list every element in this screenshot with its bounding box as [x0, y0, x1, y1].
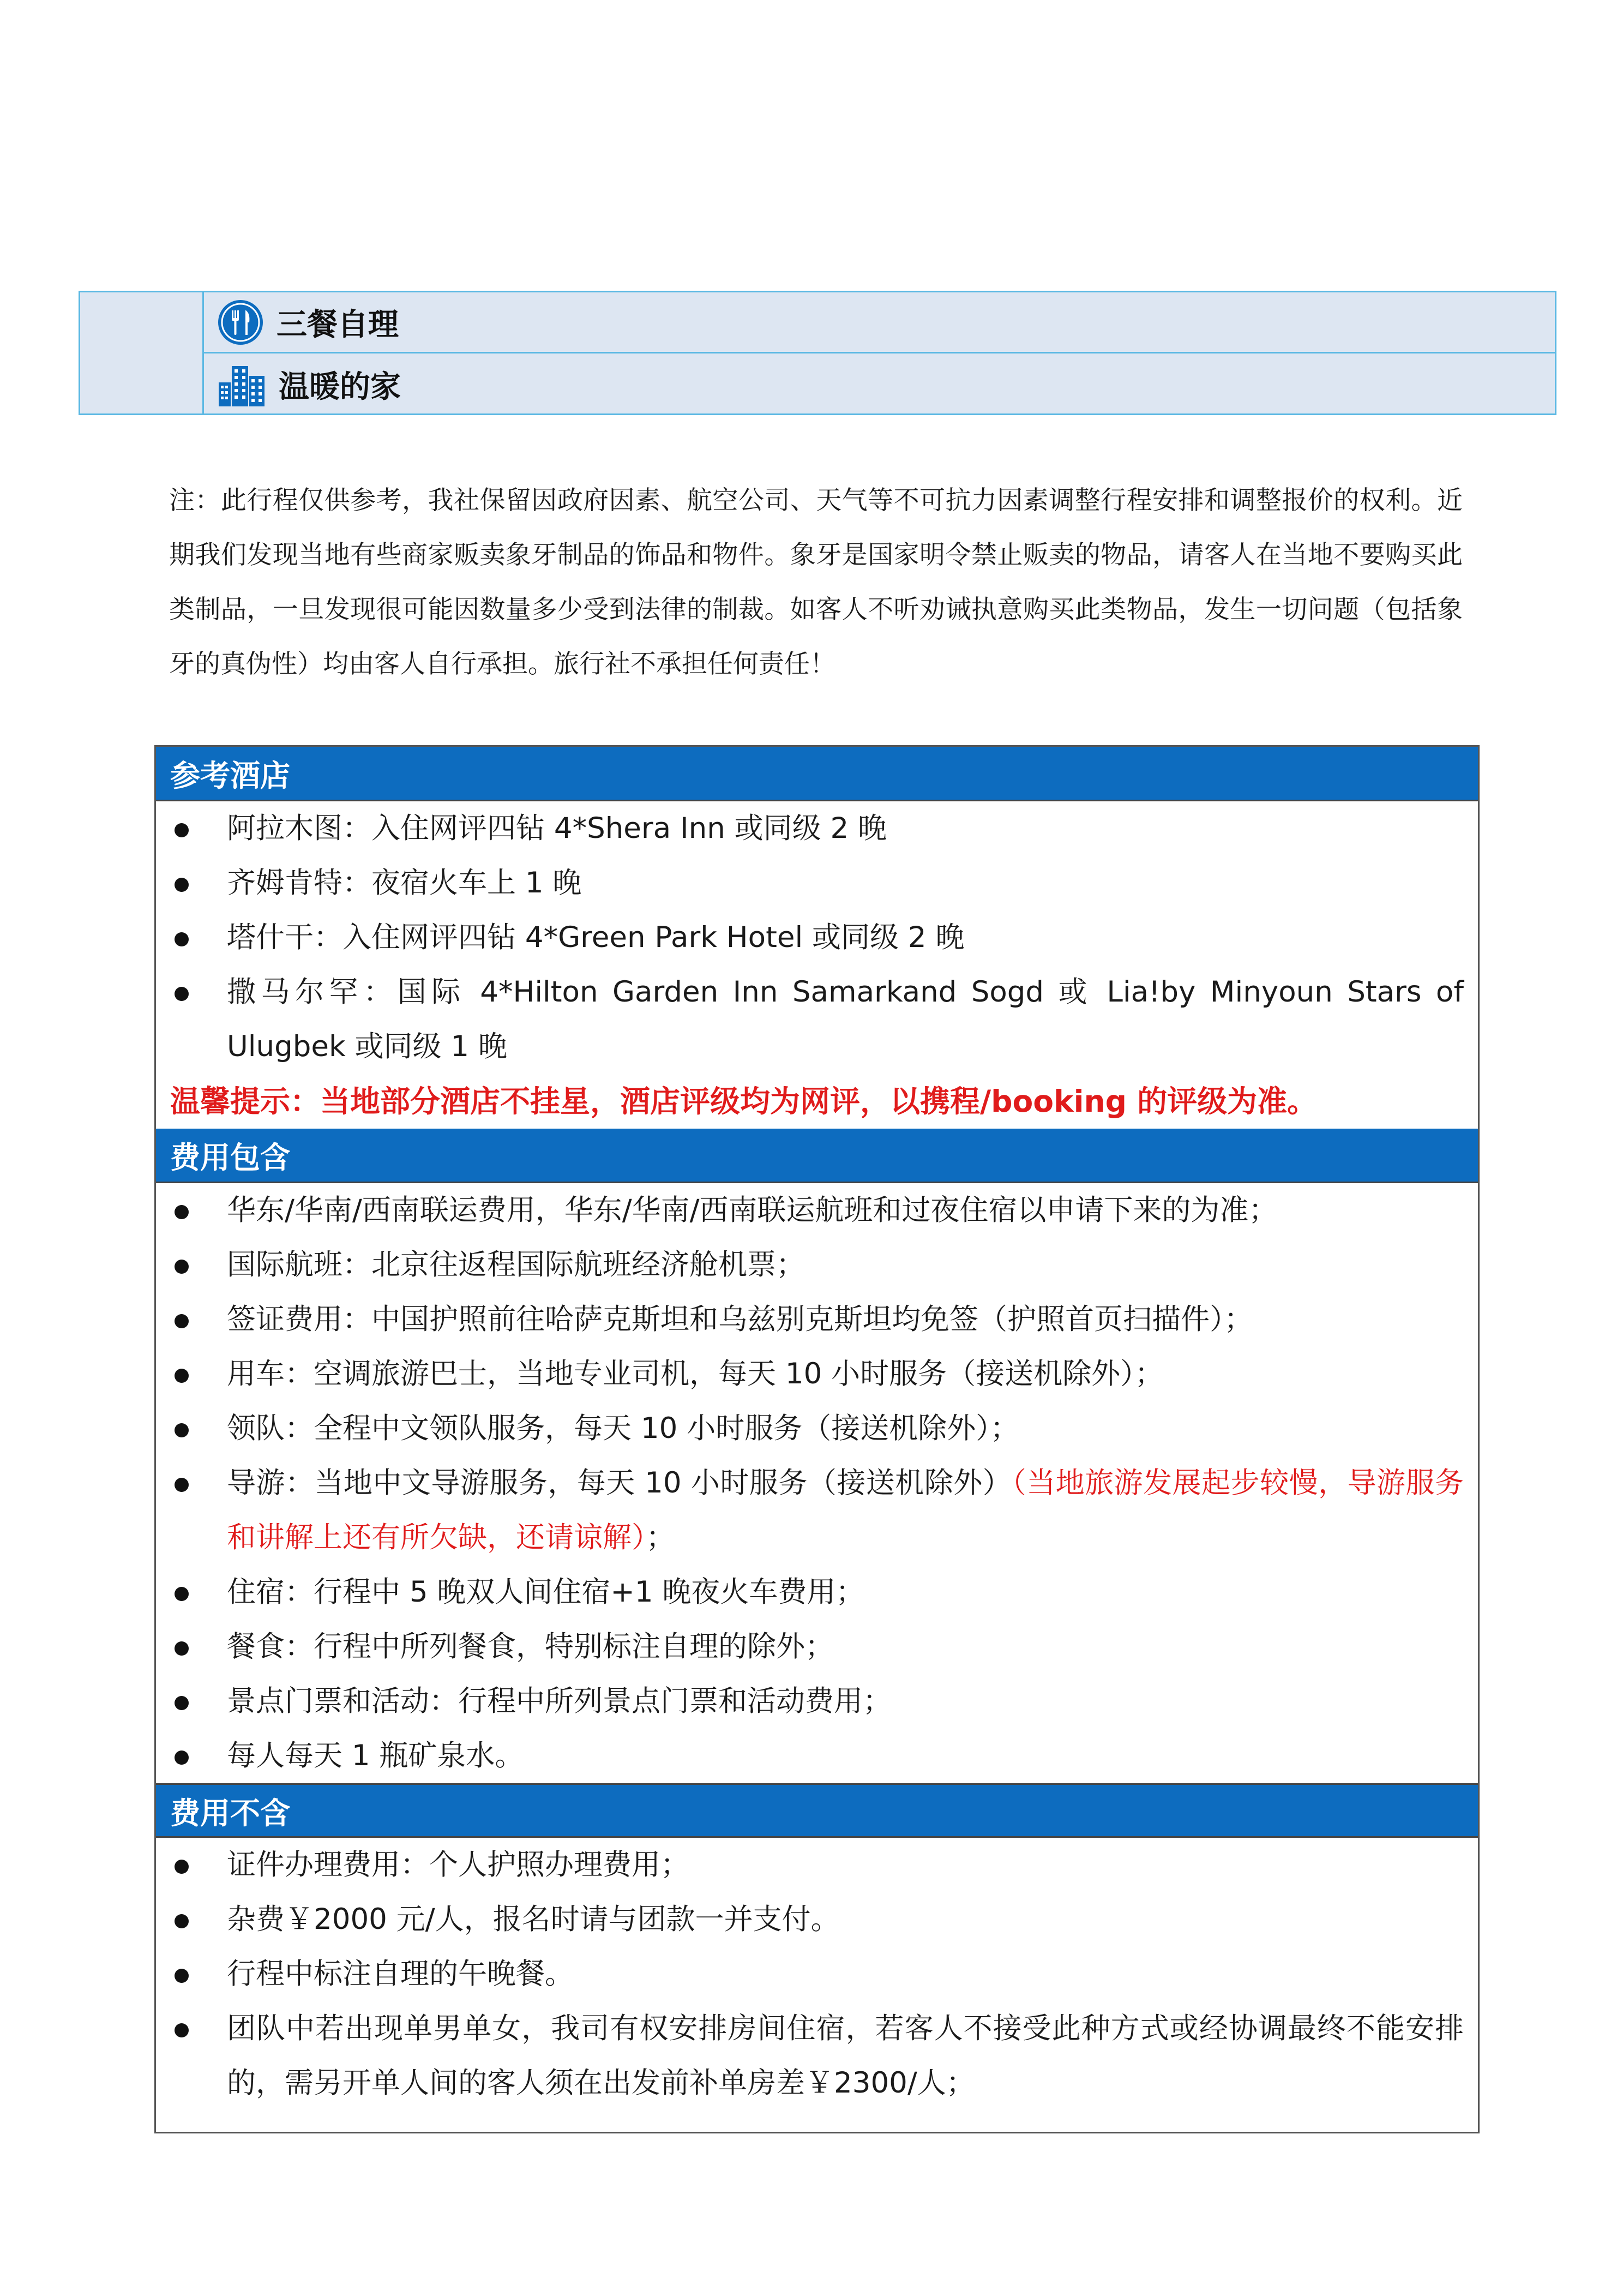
hotel-label: 温暖的家 [279, 369, 401, 405]
list-item-text: 阿拉木图：入住网评四钻 4*Shera Inn 或同级 2 晚 [227, 812, 887, 845]
list-item [156, 965, 1464, 1074]
list-item [156, 1292, 1464, 1347]
bullet-icon [175, 1369, 189, 1383]
list-item [156, 1729, 1464, 1783]
bullet-icon [175, 1478, 189, 1492]
list-item [156, 1947, 1464, 2001]
list-item [156, 910, 1464, 965]
bullet-icon [175, 878, 189, 892]
bullet-icon [175, 1205, 189, 1219]
list-item-text: 证件办理费用：个人护照办理费用； [227, 1848, 689, 1881]
disclaimer-note: 注：此行程仅供参考，我社保留因政府因素、航空公司、天气等不可抗力因素调整行程安排和调整报价的权利。近期我们发现当地有些商家贩卖象牙制品的饰品和物件。象牙是国家明令禁止贩卖的物品，请客人在当地不要购买此类制品，一旦发现很可能因数量多少受到法律的制裁。如客人不听劝诫执意购买此类物品，发生一切问题（包括象牙的真伪性）均由客人自行承担。旅行社不承担任何责任！ [169, 485, 1463, 679]
guide-end: ； [646, 1521, 675, 1554]
bullet-icon [175, 1587, 189, 1601]
bullet-icon [175, 1751, 189, 1765]
list-item [156, 2001, 1464, 2111]
list-item-text: 每人每天 1 瓶矿泉水。 [227, 1739, 524, 1772]
travel-info-table [154, 745, 1480, 2133]
section-header-excluded: 费用不含 [156, 1783, 1478, 1838]
meal-hotel-box [79, 291, 1556, 415]
bullet-icon [175, 2023, 189, 2037]
guide-red-note: （当地旅游发展起步较慢，导游服务和讲解上还有所欠缺，还请谅解） [227, 1466, 1464, 1554]
list-item-text: 领队：全程中文领队服务，每天 10 小时服务（接送机除外）； [227, 1412, 1019, 1445]
list-item-text: 华东/华南/西南联运费用，华东/华南/西南联运航班和过夜住宿以申请下来的为准； [227, 1194, 1278, 1227]
list-item [156, 1565, 1464, 1620]
bullet-icon [175, 932, 189, 946]
list-item [156, 1238, 1464, 1292]
section-body-hotels [156, 801, 1478, 1129]
list-item [156, 1183, 1464, 1238]
bullet-icon [175, 1260, 189, 1274]
hotel-row [218, 355, 401, 415]
meal-icon [218, 299, 263, 345]
meal-row [218, 292, 399, 352]
section-header-included: 费用包含 [156, 1129, 1478, 1183]
section-body-included [156, 1183, 1478, 1783]
bullet-icon [175, 987, 189, 1001]
list-item-text: 撒马尔罕：国际 4*Hilton Garden Inn Samarkand Sogd 或 Lia!by Minyoun Stars of Ulugbek 或同级 1 晚 [227, 975, 1464, 1063]
list-item [156, 801, 1464, 856]
bullet-icon [175, 823, 189, 837]
bullet-icon [175, 1860, 189, 1874]
list-item [156, 1892, 1464, 1947]
list-item [156, 1347, 1464, 1401]
list-item [156, 856, 1464, 910]
list-item [156, 1674, 1464, 1729]
bullet-icon [175, 1914, 189, 1928]
list-item-text: 餐食：行程中所列餐食，特别标注自理的除外； [227, 1630, 834, 1663]
list-item-text: 行程中标注自理的午晚餐。 [227, 1957, 574, 1991]
list-item-text: 住宿：行程中 5 晚双人间住宿+1 晚夜火车费用； [227, 1575, 865, 1609]
meal-label: 三餐自理 [276, 307, 399, 343]
bullet-icon [175, 1969, 189, 1983]
list-item-text: 杂费￥2000 元/人，报名时请与团款一并支付。 [227, 1903, 840, 1936]
box-divider-horizontal [202, 352, 1555, 353]
section-body-excluded [156, 1838, 1478, 2111]
section-header-hotels: 参考酒店 [156, 747, 1478, 801]
bullet-icon [175, 1314, 189, 1328]
list-item-text: 国际航班：北京往返程国际航班经济舱机票； [227, 1248, 805, 1281]
list-item-text: 齐姆肯特：夜宿火车上 1 晚 [227, 866, 582, 900]
list-item-text: 塔什干：入住网评四钻 4*Green Park Hotel 或同级 2 晚 [227, 921, 965, 954]
list-item-text: 团队中若出现单男单女，我司有权安排房间住宿，若客人不接受此种方式或经协调最终不能安排的，需另开单人间的客人须在出发前补单房差￥2300/人； [227, 2012, 1464, 2100]
bullet-icon [175, 1696, 189, 1710]
list-item-guide [156, 1456, 1464, 1565]
bullet-icon [175, 1641, 189, 1656]
list-item-text: 景点门票和活动：行程中所列景点门票和活动费用； [227, 1684, 892, 1718]
list-item-text: 用车：空调旅游巴士，当地专业司机，每天 10 小时服务（接送机除外）； [227, 1357, 1164, 1390]
list-item-text: 导游：当地中文导游服务，每天 10 小时服务（接送机除外） [227, 1466, 1012, 1500]
bullet-icon [175, 1423, 189, 1437]
hotel-buildings-icon [218, 362, 266, 407]
list-item [156, 1401, 1464, 1456]
list-item [156, 1838, 1464, 1892]
hotel-tip: 温馨提示：当地部分酒店不挂星，酒店评级均为网评，以携程/booking 的评级为准。 [170, 1084, 1318, 1119]
list-item [156, 1620, 1464, 1674]
list-item-text: 签证费用：中国护照前往哈萨克斯坦和乌兹别克斯坦均免签（护照首页扫描件）； [227, 1303, 1253, 1336]
